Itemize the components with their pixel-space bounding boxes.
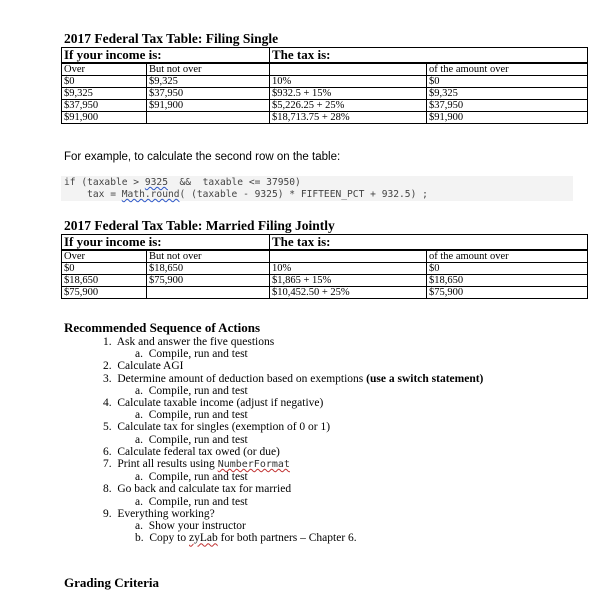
list-item: 6. Calculate federal tax owed (or due) — [103, 445, 280, 458]
code-line-2: tax = Math.round( (taxable - 9325) * FIFTEEN_PCT + 932.5) ; — [64, 189, 428, 200]
table-row: $9,325 $37,950 $932.5 + 15% $9,325 — [62, 88, 588, 100]
list-item: 8. Go back and calculate tax for married — [103, 483, 292, 496]
list-item: 3. Determine amount of deduction based on exemptions (use a switch statement) — [103, 372, 484, 385]
list-item: a. Compile, run and test — [135, 384, 248, 397]
example-intro: For example, to calculate the second row on the table: — [64, 151, 341, 163]
married-table-title: 2017 Federal Tax Table: Married Filing Jointly — [64, 218, 335, 233]
table-row: $0 $9,325 10% $0 — [62, 76, 588, 88]
col-over: Over — [62, 250, 147, 263]
tax-header: The tax is: — [270, 48, 588, 64]
list-item: 5. Calculate tax for singles (exemption of 0 or 1) — [103, 421, 331, 434]
list-item: 2. Calculate AGI — [103, 360, 184, 373]
table-row: $37,950 $91,900 $5,226.25 + 25% $37,950 — [62, 100, 588, 112]
table-row: $91,900 $18,713.75 + 28% $91,900 — [62, 112, 588, 124]
list-item: 9. Everything working? — [103, 507, 215, 520]
next-section-heading: Grading Criteria — [64, 575, 159, 590]
tax-header: The tax is: — [270, 235, 588, 251]
col-but-not-over: But not over — [147, 63, 270, 76]
list-item: a. Compile, run and test — [135, 471, 248, 484]
table-row: $18,650 $75,900 $1,865 + 15% $18,650 — [62, 275, 588, 287]
single-tax-table — [61, 47, 588, 124]
list-item: 7. Print all results using NumberFormat — [103, 458, 290, 471]
table-row: $0 $18,650 10% $0 — [62, 263, 588, 275]
table-row: $75,900 $10,452.50 + 25% $75,900 — [62, 287, 588, 299]
income-header: If your income is: — [62, 235, 270, 251]
list-item: a. Compile, run and test — [135, 495, 248, 508]
list-item: a. Compile, run and test — [135, 433, 248, 446]
code-line-1: if (taxable > 9325 && taxable <= 37950) — [64, 177, 301, 188]
single-table-title: 2017 Federal Tax Table: Filing Single — [64, 31, 279, 46]
list-item: b. Copy to zyLab for both partners – Chapter 6. — [135, 532, 357, 545]
steps-list — [0, 336, 600, 544]
list-item: 4. Calculate taxable income (adjust if negative) — [103, 397, 324, 410]
income-header: If your income is: — [62, 48, 270, 64]
col-over: Over — [62, 63, 147, 76]
sequence-title: Recommended Sequence of Actions — [64, 320, 261, 335]
col-of-amount: of the amount over — [427, 63, 588, 76]
col-but-not-over: But not over — [147, 250, 270, 263]
col-of-amount: of the amount over — [427, 250, 588, 263]
list-item: 1. Ask and answer the five questions — [103, 336, 275, 348]
list-item: a. Compile, run and test — [135, 348, 248, 361]
married-tax-table — [61, 234, 588, 299]
code-block — [61, 176, 573, 201]
list-item: a. Compile, run and test — [135, 409, 248, 422]
list-item: a. Show your instructor — [135, 520, 246, 533]
